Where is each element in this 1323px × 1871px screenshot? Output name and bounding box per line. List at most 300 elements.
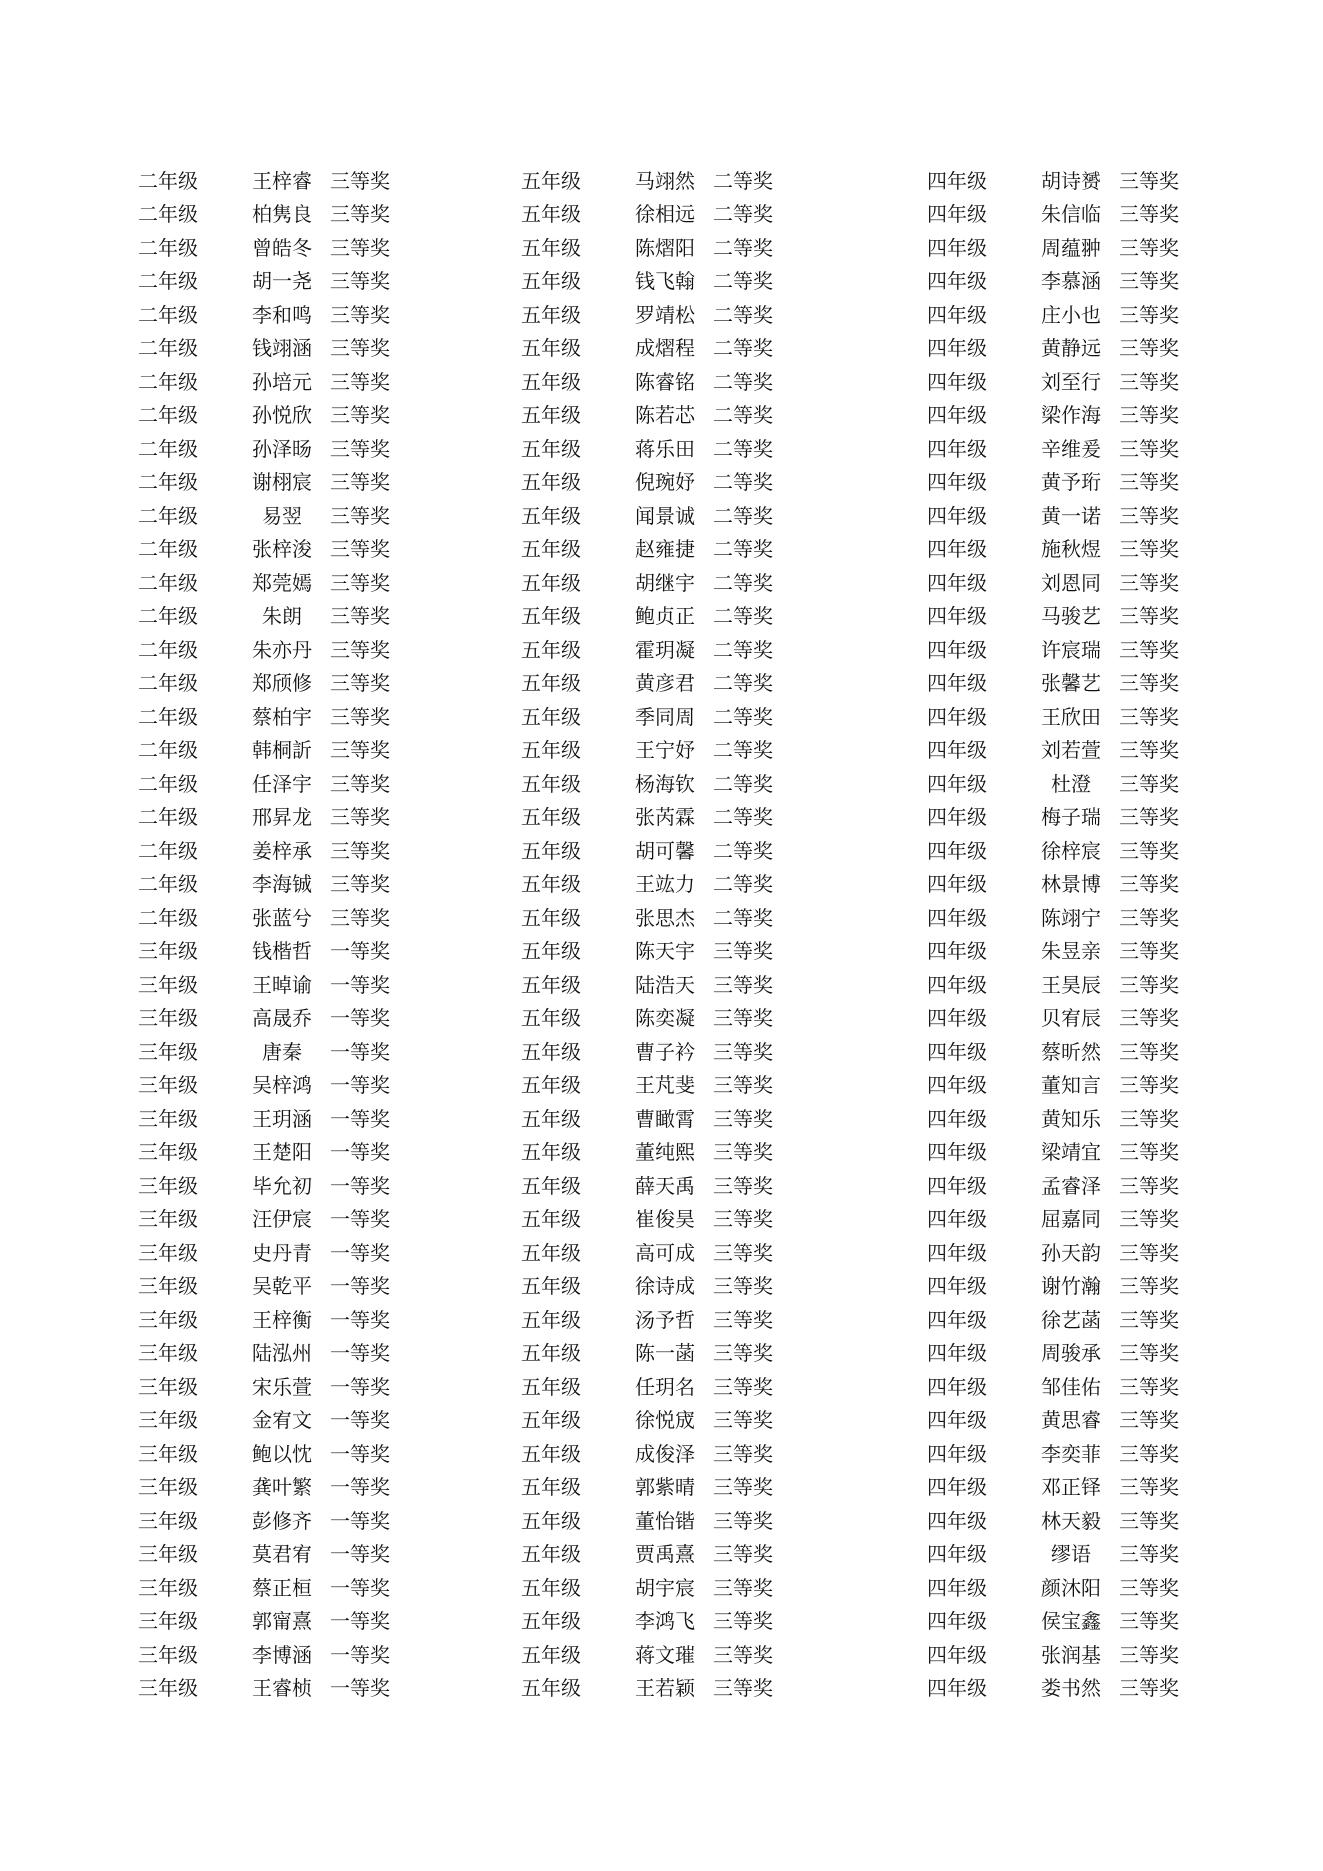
grade-cell: 五年级	[521, 972, 581, 997]
student-name-cell: 王欣田	[1041, 704, 1101, 729]
award-level-cell: 三等奖	[330, 604, 390, 629]
award-row	[927, 1303, 1247, 1337]
award-level-cell: 三等奖	[330, 570, 390, 595]
student-name-cell: 罗靖松	[635, 302, 695, 327]
award-row	[927, 801, 1247, 835]
grade-cell: 五年级	[521, 637, 581, 662]
student-name-cell: 朱亦丹	[252, 637, 312, 662]
award-level-cell: 三等奖	[330, 269, 390, 294]
grade-cell: 四年级	[927, 905, 987, 930]
award-row	[521, 533, 841, 567]
grade-cell: 五年级	[521, 1140, 581, 1165]
student-name-cell: 李慕涵	[1041, 269, 1101, 294]
award-level-cell: 三等奖	[1119, 202, 1179, 227]
grade-cell: 二年级	[138, 872, 198, 897]
award-row	[521, 1203, 841, 1237]
award-level-cell: 三等奖	[713, 1240, 773, 1265]
award-level-cell: 三等奖	[1119, 1374, 1179, 1399]
award-level-cell: 一等奖	[330, 1106, 390, 1131]
award-level-cell: 三等奖	[1119, 939, 1179, 964]
award-row	[521, 399, 841, 433]
award-level-cell: 二等奖	[713, 570, 773, 595]
award-row	[138, 1605, 458, 1639]
award-row	[927, 968, 1247, 1002]
grade-cell: 二年级	[138, 503, 198, 528]
grade-cell: 五年级	[521, 1240, 581, 1265]
student-name-cell: 任泽宇	[252, 771, 312, 796]
grade-cell: 二年级	[138, 604, 198, 629]
award-row	[927, 667, 1247, 701]
award-level-cell: 三等奖	[713, 972, 773, 997]
award-row	[927, 1169, 1247, 1203]
award-row	[138, 1203, 458, 1237]
grade-cell: 三年级	[138, 1508, 198, 1533]
award-level-cell: 一等奖	[330, 1441, 390, 1466]
student-name-cell: 周骏承	[1041, 1341, 1101, 1366]
grade-cell: 二年级	[138, 470, 198, 495]
award-row	[927, 1404, 1247, 1438]
student-name-cell: 成俊泽	[635, 1441, 695, 1466]
student-name-cell: 闻景诚	[635, 503, 695, 528]
grade-cell: 五年级	[521, 269, 581, 294]
student-name-cell: 孙泽旸	[252, 436, 312, 461]
grade-cell: 五年级	[521, 738, 581, 763]
grade-cell: 四年级	[927, 939, 987, 964]
student-name-cell: 陈睿铭	[635, 369, 695, 394]
student-name-cell: 王芃斐	[635, 1073, 695, 1098]
student-name-cell: 郑莞嫣	[252, 570, 312, 595]
student-name-cell: 胡宇宸	[635, 1575, 695, 1600]
student-name-cell: 蔡柏宇	[252, 704, 312, 729]
grade-cell: 五年级	[521, 1676, 581, 1701]
award-row	[521, 1404, 841, 1438]
grade-cell: 四年级	[927, 1676, 987, 1701]
grade-cell: 三年级	[138, 1374, 198, 1399]
student-name-cell: 徐相远	[635, 202, 695, 227]
award-level-cell: 一等奖	[330, 1073, 390, 1098]
award-row	[927, 1002, 1247, 1036]
award-row	[521, 365, 841, 399]
award-row	[138, 935, 458, 969]
award-row	[927, 466, 1247, 500]
grade-cell: 五年级	[521, 470, 581, 495]
award-row	[521, 198, 841, 232]
award-row	[521, 633, 841, 667]
award-row	[521, 935, 841, 969]
grade-cell: 二年级	[138, 403, 198, 428]
grade-cell: 五年级	[521, 1475, 581, 1500]
award-row	[138, 600, 458, 634]
student-name-cell: 侯宝鑫	[1041, 1609, 1101, 1634]
award-row	[927, 600, 1247, 634]
award-row	[138, 1538, 458, 1572]
award-row	[521, 1002, 841, 1036]
grade-cell: 四年级	[927, 1173, 987, 1198]
award-row	[927, 834, 1247, 868]
award-row	[138, 1471, 458, 1505]
award-level-cell: 三等奖	[1119, 168, 1179, 193]
student-name-cell: 刘若萱	[1041, 738, 1101, 763]
grade-cell: 二年级	[138, 369, 198, 394]
award-row	[138, 332, 458, 366]
award-row	[927, 935, 1247, 969]
grade-cell: 二年级	[138, 570, 198, 595]
student-name-cell: 胡可馨	[635, 838, 695, 863]
grade-cell: 四年级	[927, 1542, 987, 1567]
award-level-cell: 三等奖	[1119, 771, 1179, 796]
award-level-cell: 一等奖	[330, 1575, 390, 1600]
award-row	[927, 1504, 1247, 1538]
award-level-cell: 三等奖	[713, 1542, 773, 1567]
award-row	[927, 1236, 1247, 1270]
award-row	[138, 968, 458, 1002]
grade-cell: 三年级	[138, 1475, 198, 1500]
award-level-cell: 一等奖	[330, 1374, 390, 1399]
grade-cell: 三年级	[138, 1676, 198, 1701]
award-row	[138, 1303, 458, 1337]
award-level-cell: 三等奖	[1119, 738, 1179, 763]
student-name-cell: 张蓝兮	[252, 905, 312, 930]
student-name-cell: 陈若芯	[635, 403, 695, 428]
grade-cell: 五年级	[521, 1207, 581, 1232]
grade-cell: 五年级	[521, 336, 581, 361]
award-level-cell: 一等奖	[330, 1240, 390, 1265]
award-row	[138, 1404, 458, 1438]
student-name-cell: 王睿桢	[252, 1676, 312, 1701]
student-name-cell: 杜澄	[1051, 771, 1091, 796]
grade-cell: 二年级	[138, 168, 198, 193]
grade-cell: 二年级	[138, 671, 198, 696]
student-name-cell: 彭修齐	[252, 1508, 312, 1533]
grade-cell: 四年级	[927, 1374, 987, 1399]
award-row	[927, 1069, 1247, 1103]
grade-cell: 五年级	[521, 302, 581, 327]
award-level-cell: 三等奖	[1119, 1173, 1179, 1198]
award-level-cell: 二等奖	[713, 369, 773, 394]
award-row	[138, 265, 458, 299]
award-level-cell: 三等奖	[1119, 1274, 1179, 1299]
award-level-cell: 三等奖	[713, 1307, 773, 1332]
grade-cell: 四年级	[927, 1508, 987, 1533]
award-row	[927, 1638, 1247, 1672]
student-name-cell: 李海铖	[252, 872, 312, 897]
grade-cell: 四年级	[927, 1039, 987, 1064]
grade-cell: 五年级	[521, 905, 581, 930]
award-row	[927, 633, 1247, 667]
student-name-cell: 钱楷哲	[252, 939, 312, 964]
student-name-cell: 吴梓鸿	[252, 1073, 312, 1098]
grade-cell: 五年级	[521, 1542, 581, 1567]
award-level-cell: 二等奖	[713, 738, 773, 763]
grade-cell: 三年级	[138, 1307, 198, 1332]
award-level-cell: 三等奖	[1119, 905, 1179, 930]
award-level-cell: 一等奖	[330, 1140, 390, 1165]
grade-cell: 四年级	[927, 872, 987, 897]
award-level-cell: 三等奖	[1119, 872, 1179, 897]
award-level-cell: 三等奖	[713, 1274, 773, 1299]
award-row	[138, 1102, 458, 1136]
award-level-cell: 三等奖	[1119, 805, 1179, 830]
student-name-cell: 马骏艺	[1041, 604, 1101, 629]
award-level-cell: 二等奖	[713, 838, 773, 863]
student-name-cell: 曹瞰霄	[635, 1106, 695, 1131]
student-name-cell: 曹子衿	[635, 1039, 695, 1064]
award-level-cell: 三等奖	[713, 1676, 773, 1701]
student-name-cell: 柏隽良	[252, 202, 312, 227]
student-name-cell: 陆泓州	[252, 1341, 312, 1366]
award-level-cell: 三等奖	[713, 1207, 773, 1232]
award-level-cell: 二等奖	[713, 537, 773, 562]
award-level-cell: 三等奖	[713, 1609, 773, 1634]
award-row	[138, 767, 458, 801]
award-column-3	[927, 164, 1247, 1705]
award-row	[927, 566, 1247, 600]
award-level-cell: 一等奖	[330, 1207, 390, 1232]
student-name-cell: 张梓浚	[252, 537, 312, 562]
grade-cell: 四年级	[927, 838, 987, 863]
award-row	[521, 1102, 841, 1136]
award-row	[521, 332, 841, 366]
award-level-cell: 一等奖	[330, 1508, 390, 1533]
grade-cell: 三年级	[138, 1006, 198, 1031]
grade-cell: 五年级	[521, 1006, 581, 1031]
award-row	[927, 533, 1247, 567]
award-level-cell: 三等奖	[1119, 570, 1179, 595]
student-name-cell: 梁作海	[1041, 403, 1101, 428]
student-name-cell: 蔡正桓	[252, 1575, 312, 1600]
student-name-cell: 孙培元	[252, 369, 312, 394]
award-row	[138, 1337, 458, 1371]
award-row	[138, 901, 458, 935]
student-name-cell: 董知言	[1041, 1073, 1101, 1098]
student-name-cell: 梁靖宜	[1041, 1140, 1101, 1165]
award-row	[521, 231, 841, 265]
student-name-cell: 李鸿飞	[635, 1609, 695, 1634]
student-name-cell: 王梓衡	[252, 1307, 312, 1332]
award-level-cell: 三等奖	[1119, 1542, 1179, 1567]
grade-cell: 二年级	[138, 302, 198, 327]
student-name-cell: 林景博	[1041, 872, 1101, 897]
grade-cell: 四年级	[927, 436, 987, 461]
student-name-cell: 姜梓承	[252, 838, 312, 863]
award-row	[138, 164, 458, 198]
student-name-cell: 徐悦宬	[635, 1408, 695, 1433]
student-name-cell: 黄予珩	[1041, 470, 1101, 495]
student-name-cell: 蒋文璀	[635, 1642, 695, 1667]
award-row	[927, 298, 1247, 332]
award-level-cell: 一等奖	[330, 1341, 390, 1366]
grade-cell: 四年级	[927, 470, 987, 495]
award-level-cell: 三等奖	[330, 202, 390, 227]
award-row	[521, 265, 841, 299]
student-name-cell: 吴乾平	[252, 1274, 312, 1299]
student-name-cell: 易翌	[262, 503, 302, 528]
grade-cell: 五年级	[521, 939, 581, 964]
award-row	[138, 1136, 458, 1170]
grade-cell: 五年级	[521, 1408, 581, 1433]
award-row	[521, 667, 841, 701]
award-row	[138, 868, 458, 902]
student-name-cell: 成熠程	[635, 336, 695, 361]
award-row	[927, 231, 1247, 265]
award-row	[927, 1437, 1247, 1471]
student-name-cell: 娄书然	[1041, 1676, 1101, 1701]
student-name-cell: 施秋煜	[1041, 537, 1101, 562]
grade-cell: 四年级	[927, 1408, 987, 1433]
student-name-cell: 王楚阳	[252, 1140, 312, 1165]
award-level-cell: 三等奖	[330, 704, 390, 729]
award-level-cell: 二等奖	[713, 805, 773, 830]
student-name-cell: 朱信临	[1041, 202, 1101, 227]
student-name-cell: 韩桐訢	[252, 738, 312, 763]
student-name-cell: 宋乐萱	[252, 1374, 312, 1399]
award-level-cell: 三等奖	[1119, 269, 1179, 294]
award-row	[927, 901, 1247, 935]
award-row	[521, 968, 841, 1002]
award-row	[138, 1571, 458, 1605]
award-level-cell: 三等奖	[1119, 1006, 1179, 1031]
grade-cell: 五年级	[521, 1609, 581, 1634]
grade-cell: 二年级	[138, 771, 198, 796]
grade-cell: 五年级	[521, 1642, 581, 1667]
award-level-cell: 三等奖	[1119, 235, 1179, 260]
student-name-cell: 郭紫晴	[635, 1475, 695, 1500]
award-row	[521, 801, 841, 835]
student-name-cell: 董纯熙	[635, 1140, 695, 1165]
award-level-cell: 三等奖	[713, 1140, 773, 1165]
award-level-cell: 三等奖	[1119, 1240, 1179, 1265]
award-level-cell: 二等奖	[713, 872, 773, 897]
award-row	[521, 1571, 841, 1605]
student-name-cell: 王梓睿	[252, 168, 312, 193]
award-row	[521, 767, 841, 801]
award-row	[927, 365, 1247, 399]
student-name-cell: 黄一诺	[1041, 503, 1101, 528]
award-row	[927, 1136, 1247, 1170]
grade-cell: 四年级	[927, 738, 987, 763]
award-level-cell: 三等奖	[330, 302, 390, 327]
award-row	[138, 499, 458, 533]
grade-cell: 四年级	[927, 704, 987, 729]
award-row	[927, 1538, 1247, 1572]
award-row	[521, 298, 841, 332]
student-name-cell: 陈翊宁	[1041, 905, 1101, 930]
student-name-cell: 庄小也	[1041, 302, 1101, 327]
award-level-cell: 二等奖	[713, 336, 773, 361]
grade-cell: 四年级	[927, 1609, 987, 1634]
student-name-cell: 薛天禹	[635, 1173, 695, 1198]
award-level-cell: 二等奖	[713, 604, 773, 629]
student-name-cell: 张润基	[1041, 1642, 1101, 1667]
award-level-cell: 三等奖	[713, 1475, 773, 1500]
award-row	[138, 667, 458, 701]
award-row	[138, 734, 458, 768]
grade-cell: 五年级	[521, 537, 581, 562]
award-row	[521, 466, 841, 500]
grade-cell: 三年级	[138, 939, 198, 964]
award-level-cell: 一等奖	[330, 1475, 390, 1500]
award-row	[521, 1270, 841, 1304]
grade-cell: 五年级	[521, 872, 581, 897]
student-name-cell: 鲍以忱	[252, 1441, 312, 1466]
award-level-cell: 三等奖	[1119, 1642, 1179, 1667]
grade-cell: 四年级	[927, 1642, 987, 1667]
grade-cell: 四年级	[927, 805, 987, 830]
award-level-cell: 一等奖	[330, 1676, 390, 1701]
grade-cell: 二年级	[138, 905, 198, 930]
award-level-cell: 一等奖	[330, 1542, 390, 1567]
award-level-cell: 三等奖	[330, 805, 390, 830]
grade-cell: 四年级	[927, 1073, 987, 1098]
award-row	[927, 1270, 1247, 1304]
award-level-cell: 三等奖	[713, 939, 773, 964]
student-name-cell: 李博涵	[252, 1642, 312, 1667]
student-name-cell: 金宥文	[252, 1408, 312, 1433]
student-name-cell: 黄知乐	[1041, 1106, 1101, 1131]
student-name-cell: 贾禹熹	[635, 1542, 695, 1567]
award-level-cell: 一等奖	[330, 1609, 390, 1634]
grade-cell: 五年级	[521, 604, 581, 629]
student-name-cell: 胡诗赟	[1041, 168, 1101, 193]
award-level-cell: 三等奖	[330, 503, 390, 528]
award-row	[927, 1337, 1247, 1371]
grade-cell: 四年级	[927, 269, 987, 294]
grade-cell: 五年级	[521, 503, 581, 528]
grade-cell: 五年级	[521, 771, 581, 796]
award-row	[138, 566, 458, 600]
grade-cell: 三年级	[138, 1039, 198, 1064]
award-level-cell: 二等奖	[713, 771, 773, 796]
student-name-cell: 张思杰	[635, 905, 695, 930]
award-level-cell: 三等奖	[1119, 537, 1179, 562]
grade-cell: 三年级	[138, 1140, 198, 1165]
award-level-cell: 三等奖	[1119, 369, 1179, 394]
grade-cell: 四年级	[927, 1207, 987, 1232]
student-name-cell: 林天毅	[1041, 1508, 1101, 1533]
student-name-cell: 龚叶繁	[252, 1475, 312, 1500]
award-level-cell: 三等奖	[713, 1039, 773, 1064]
award-row	[927, 198, 1247, 232]
award-row	[138, 801, 458, 835]
grade-cell: 三年级	[138, 1408, 198, 1433]
grade-cell: 五年级	[521, 1039, 581, 1064]
grade-cell: 四年级	[927, 1475, 987, 1500]
award-level-cell: 二等奖	[713, 704, 773, 729]
award-level-cell: 三等奖	[1119, 637, 1179, 662]
student-name-cell: 王玥涵	[252, 1106, 312, 1131]
award-level-cell: 三等奖	[1119, 1207, 1179, 1232]
student-name-cell: 唐秦	[262, 1039, 302, 1064]
student-name-cell: 季同周	[635, 704, 695, 729]
grade-cell: 四年级	[927, 570, 987, 595]
award-level-cell: 二等奖	[713, 168, 773, 193]
grade-cell: 三年级	[138, 1274, 198, 1299]
student-name-cell: 邹佳佑	[1041, 1374, 1101, 1399]
grade-cell: 二年级	[138, 637, 198, 662]
award-row	[521, 1035, 841, 1069]
award-level-cell: 三等奖	[330, 637, 390, 662]
grade-cell: 五年级	[521, 1341, 581, 1366]
award-level-cell: 一等奖	[330, 1173, 390, 1198]
award-level-cell: 二等奖	[713, 436, 773, 461]
student-name-cell: 贝宥辰	[1041, 1006, 1101, 1031]
student-name-cell: 霍玥凝	[635, 637, 695, 662]
award-row	[521, 1337, 841, 1371]
student-name-cell: 郑颀修	[252, 671, 312, 696]
award-row	[138, 365, 458, 399]
award-level-cell: 一等奖	[330, 939, 390, 964]
award-level-cell: 三等奖	[713, 1173, 773, 1198]
